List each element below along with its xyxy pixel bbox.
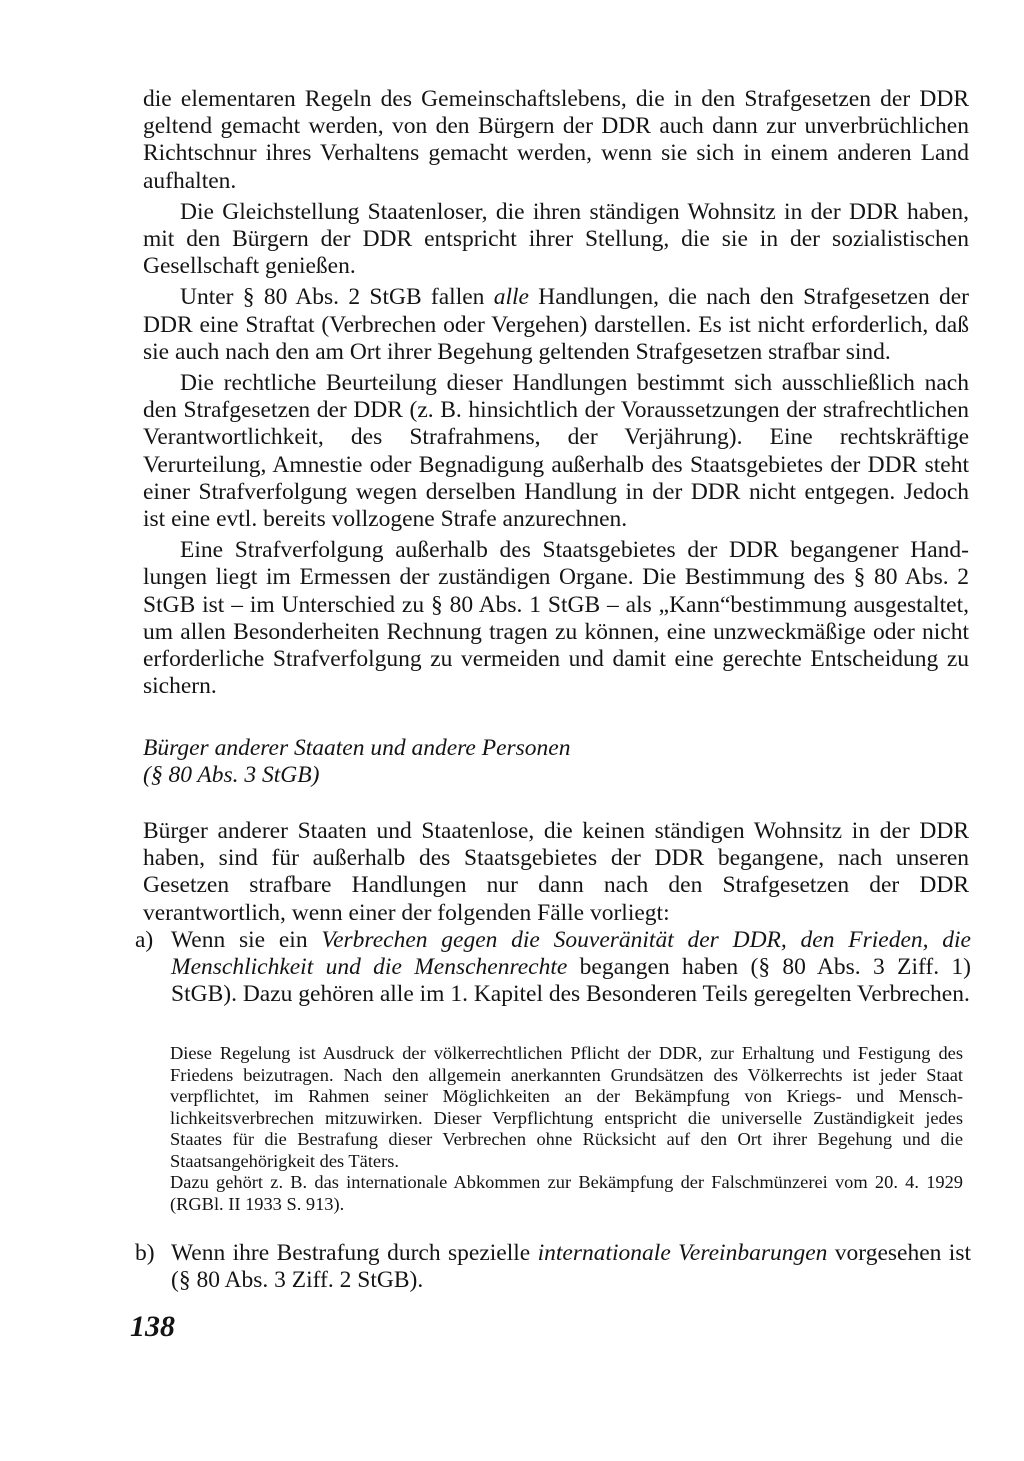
page-number: 138 bbox=[130, 1310, 175, 1343]
list-item-a bbox=[135, 927, 971, 1009]
list-item-b-text bbox=[171, 1240, 971, 1294]
paragraph-continuation: die elementaren Regeln des Gemeinschaftslebens, die in den Strafgesetzen der DDR geltend gemacht werden, von den Bürgern der DDR auch dann zur unverbrüchlichen Richtschnur ihres Verhaltens gemacht werden, wenn sie sich in einem anderen Land aufhalten. bbox=[143, 86, 969, 194]
paragraph-stateless: Die Gleichstellung Staatenloser, die ihren ständigen Wohnsitz in der DDR haben, mit den Bürgern der DDR entspricht ihrer Stellung, die sie in der sozialistischen Gesellschaft genießen. bbox=[143, 198, 969, 280]
footnote-paragraph-1: Diese Regelung ist Ausdruck der völkerrechtlichen Pflicht der DDR, zur Erhaltung und Festigung des Friedens beizutragen. Nach den allgemein anerkannten Grundsätzen des Völkerrechts ist jeder Staat verpflichtet, im Rahmen seiner Möglichkeiten an der Bekämpfung von Kriegs- und Menschlichkeitsverbrechen mitzuwirken. Dieser Verpflichtung entspricht die universelle Zuständigkeit jedes Staates für die Bestrafung dieser Verbrechen ohne Rücksicht auf den Ort ihrer Begehung und die Staatsangehörigkeit des Täters. bbox=[170, 1043, 963, 1171]
list-marker-a: a) bbox=[135, 927, 154, 953]
paragraph-all-acts bbox=[143, 284, 969, 366]
paragraph-all-acts-start: Unter § 80 Abs. 2 StGB fallen bbox=[180, 284, 494, 311]
paragraph-all-acts-end: Handlungen, die nach den Strafgesetzen der DDR eine Straftat (Verbrechen oder Vergehen) darstellen. Es ist nicht erforderlich, daß sie auch nach den am Ort ihrer Begehung geltenden Strafgesetzen strafbar sind. bbox=[143, 284, 969, 365]
list-item-a-end: begangen haben (§ 80 Abs. 3 Ziff. 1) StGB). Dazu gehören alle im 1. Kapitel des Besonderen Teils geregelten Verbrechen. bbox=[171, 954, 972, 1008]
section-intro-block bbox=[143, 818, 969, 927]
section-heading-title: Bürger anderer Staaten und andere Personen bbox=[143, 735, 571, 761]
emphasis-international-agreements: internationale Vereinbarungen bbox=[537, 1240, 828, 1266]
section-heading bbox=[143, 735, 969, 789]
body-text-top bbox=[143, 86, 969, 700]
emphasis-crimes: Verbrechen gegen die Souveränität der DDR, den Frieden, die Menschlichkeit und die Menschenrechte bbox=[171, 927, 971, 981]
section-heading-reference: (§ 80 Abs. 3 StGB) bbox=[143, 762, 320, 789]
list-item-b bbox=[135, 1240, 971, 1294]
list-marker-b: b) bbox=[135, 1240, 155, 1266]
footnote-paragraph-2: Dazu gehört z. B. das internationale Abkommen zur Bekämpfung der Falschmünzerei vom 20. 4. 1929 (RGBl. II 1933 S. 913). bbox=[170, 1172, 963, 1214]
list-item-b-start: Wenn ihre Bestrafung durch spezielle bbox=[171, 1240, 538, 1266]
emphasis-alle: alle bbox=[493, 284, 529, 311]
section-intro-paragraph: Bürger anderer Staaten und Staatenlose, die keinen ständigen Wohnsitz in der DDR haben, sind für außerhalb des Staatsgebietes der DDR begangene, nach unseren Gesetzen strafbare Handlungen nur dann nach den Strafgesetzen der DDR verantwortlich, wenn einer der folgenden Fälle vorliegt: bbox=[143, 818, 969, 926]
list-item-b-end: vorgesehen ist (§ 80 Abs. 3 Ziff. 2 StGB). bbox=[171, 1240, 972, 1294]
list-item-a-text bbox=[171, 927, 971, 1009]
paragraph-prosecution-discretion: Eine Strafverfolgung außerhalb des Staatsgebietes der DDR begangener Handlungen liegt im Ermessen der zuständigen Organe. Die Bestimmung des § 80 Abs. 2 StGB ist – im Unterschied zu § 80 Abs. 1 StGB – als „Kann“bestimmung ausgestaltet, um allen Besonderheiten Rechnung tragen zu können, eine unzweckmäßige oder nicht erforderliche Strafverfolgung zu vermeiden und damit eine gerechte Entscheidung zu sichern. bbox=[143, 537, 969, 700]
list-item-a-start: Wenn sie ein bbox=[171, 927, 322, 953]
footnote-block bbox=[170, 1043, 963, 1215]
paragraph-legal-assessment: Die rechtliche Beurteilung dieser Handlungen bestimmt sich ausschließlich nach den Strafgesetzen der DDR (z. B. hinsichtlich der Voraussetzungen der strafrechtlichen Verantwortlichkeit, des Strafrahmens, der Verjährung). Eine rechtskräftige Verurteilung, Amnestie oder Begnadigung außerhalb des Staatsgebietes der DDR steht einer Strafverfolgung wegen derselben Handlung in der DDR nicht entgegen. Jedoch ist eine evtl. bereits vollzogene Strafe anzurechnen. bbox=[143, 370, 969, 533]
